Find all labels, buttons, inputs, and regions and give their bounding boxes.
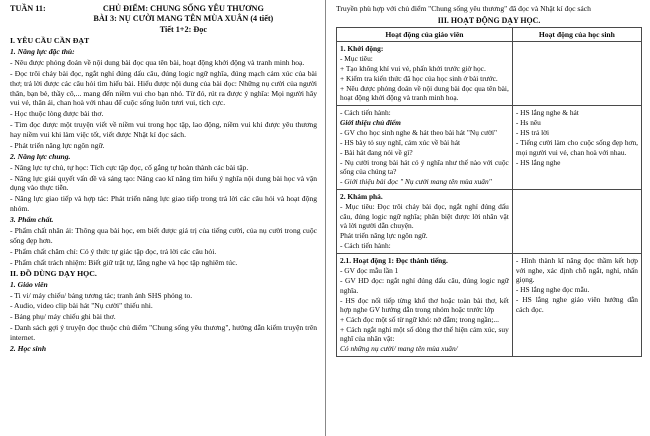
activity-line: + Nêu được phỏng đoán về nội dung bài đọc qua tên bài, hoạt động khởi động và tranh minh hoạ.	[340, 83, 509, 103]
list-item: - Phẩm chất nhân ái: Thông qua bài học, em biết được giá trị của tiếng cười, của nụ cười trong cuộc sống đẹp hơn.	[10, 225, 317, 245]
period-label: Tiết 1+2: Đọc	[159, 24, 207, 34]
activity-line: - GV HD đọc: ngắt nghỉ đúng dấu câu, đúng logic ngữ nghĩa.	[340, 276, 509, 295]
activity-line: - Tiếng cười làm cho cuộc sống đẹp hơn, mọi người vui vẻ, chan hoà với nhau.	[515, 138, 638, 157]
table-header-row	[337, 27, 642, 41]
activity-line: - HS đọc nối tiếp từng khổ thơ hoặc toàn bài thơ, kết hợp nghe GV hướng dẫn trong nhóm hoặc trước lớp	[340, 295, 509, 315]
list-item: - Nêu được phỏng đoán về nội dung bài đọc qua tên bài, hoạt động khởi động và tranh minh hoạ.	[10, 57, 305, 67]
table-row	[337, 41, 642, 105]
list-item: - Audio, video clip bài hát "Nụ cười" thiếu nhi.	[10, 301, 153, 311]
activity-line: - Mục tiêu:	[340, 53, 373, 63]
list-item: - Năng lực giao tiếp và hợp tác: Phát triển năng lực giao tiếp trong trả lời các câu hỏi và hoạt động nhóm.	[10, 194, 317, 214]
qualities-list	[10, 226, 317, 267]
student-cell	[512, 41, 641, 105]
list-item: - Năng lực giải quyết vấn đề và sáng tạo: Nâng cao kĩ năng tìm hiểu ý nghĩa nội dung bài học và vận dụng vào thực tiễn.	[10, 173, 317, 193]
activities-table	[336, 27, 642, 358]
student-cell	[512, 190, 641, 254]
activity-line: + Cách đọc một số từ ngữ khó: nở đẫm; trong ngần;...	[340, 315, 499, 325]
student-cell	[512, 254, 641, 357]
teacher-cell	[337, 41, 513, 105]
section-teaching-aids-title: II. ĐỒ DÙNG DẠY HỌC.	[10, 268, 97, 278]
week-label: TUẦN 11:	[10, 4, 46, 13]
activity-line: + Cách ngắt nghỉ một số dòng thơ thể hiện cảm xúc, suy nghĩ của nhân vật:	[340, 325, 509, 344]
list-item: - Tìm đọc được một truyện viết về niềm vui trong học tập, lao động, niềm vui khi được yêu thương hay niềm vui khi làm việc tốt, viết được Nhật kí đọc sách.	[10, 120, 317, 139]
list-item: - Năng lực tự chủ, tự học: Tích cực tập đọc, cố gắng tự hoàn thành các bài tập.	[10, 162, 249, 172]
list-item: - Bảng phụ/ máy chiếu ghi bài thơ.	[10, 312, 116, 322]
section-activities-title: III. HOẠT ĐỘNG DẠY HỌC.	[437, 15, 541, 25]
column-header-student: Hoạt động của học sinh	[512, 27, 641, 41]
activity-line: - HS lắng nghe & hát	[515, 108, 579, 118]
student-cell	[512, 106, 641, 190]
table-row	[337, 190, 642, 254]
activity-line: Có những nụ cười/ mang tên mùa xuân/	[340, 344, 458, 354]
subsection-qualities-title: 3. Phẩm chất.	[10, 215, 54, 225]
list-item: - Danh sách gợi ý truyện đọc thuộc chủ điểm "Chung sống yêu thương", hướng dẫn kiếm truyện trên internet.	[10, 323, 317, 343]
activity-line: Phát triển năng lực ngôn ngữ.	[340, 231, 428, 241]
list-item: - Phẩm chất chăm chỉ: Có ý thức tự giác tập đọc, trả lời các câu hỏi.	[10, 246, 217, 256]
lesson-title: BÀI 3: NỤ CƯỜI MANG TÊN MÙA XUÂN (4 tiết)	[93, 14, 274, 24]
activity-line: - Cách tiến hành:	[340, 108, 391, 118]
activity-line: - Giới thiệu bài đọc " Nụ cười mang tên mùa xuân"	[340, 177, 492, 187]
teacher-cell	[337, 106, 513, 190]
table-row	[337, 254, 642, 357]
continued-note: Truyền phù hợp với chủ điểm "Chung sống yêu thương" đã đọc và Nhật kí đọc sách	[336, 4, 591, 13]
activity-title: 1. Khởi động:	[340, 43, 384, 53]
activity-title: 2.1. Hoạt động 1: Đọc thành tiếng.	[340, 256, 448, 266]
list-item: - Ti vi/ máy chiếu/ bảng tương tác; tranh ảnh SHS phóng to.	[10, 290, 193, 300]
student-aids-title: 2. Học sinh	[10, 344, 47, 354]
section-requirements-title: I. YÊU CẦU CẦN ĐẠT	[10, 36, 90, 46]
activity-line: - HS lắng nghe	[515, 157, 561, 167]
subsection-general-competency-title: 2. Năng lực chung.	[10, 152, 71, 162]
activity-line: - Nụ cười trong bài hát có ý nghĩa như thế nào với cuộc sống của chúng ta?	[340, 158, 509, 177]
specific-competency-list	[10, 58, 317, 151]
table-row	[337, 106, 642, 190]
activity-line: - Hình thành kĩ năng đọc thầm kết hợp với nghe, xác định chỗ ngắt, nghỉ, nhấn giọng.	[515, 256, 638, 285]
teacher-cell	[337, 254, 513, 357]
list-item: - Phát triển năng lực ngôn ngữ.	[10, 140, 105, 150]
document-header	[10, 4, 317, 35]
general-competency-list	[10, 163, 317, 214]
activity-line: - HS lắng nghe đọc mẫu.	[515, 285, 590, 295]
teacher-aids-list	[10, 291, 317, 343]
activity-line: - GV cho học sinh nghe & hát theo bài hát "Nụ cười"	[340, 128, 498, 138]
activity-line: - HS bày tỏ suy nghĩ, cảm xúc về bài hát	[340, 138, 461, 148]
list-item: - Học thuộc lòng được bài thơ.	[10, 109, 104, 119]
list-item: - Đọc trôi chảy bài đọc, ngắt nghỉ đúng dấu câu, đúng logic ngữ nghĩa, đúng mạch cảm xúc của bài thơ; trả lời được các câu hỏi tìm hiểu bài. Hiểu được nội dung của bài đọc: Những nụ cười của người thân, bạn bè, thầy cô,... mang đến niềm vui cho bạn nhỏ. Từ đó, rút ra được ý nghĩa: Mọi người hãy vui vẻ, thân ái, chan hoà với nhau để cuộc sống luôn tươi vui, tích cực.	[10, 68, 317, 108]
teacher-aids-title: 1. Giáo viên	[10, 280, 48, 290]
activity-line: - HS lắng nghe giáo viên hướng dẫn cách đọc.	[515, 295, 638, 314]
activity-line: - Cách tiến hành:	[340, 241, 391, 251]
activity-line: - Hs nêu	[515, 118, 541, 128]
activity-line: - GV đọc mẫu lần 1	[340, 266, 399, 276]
activity-line: + Tạo không khí vui vẻ, phấn khởi trước giờ học.	[340, 63, 486, 73]
activity-line: - HS trả lời	[515, 128, 550, 138]
subsection-specific-competency-title: 1. Năng lực đặc thù:	[10, 47, 75, 57]
activity-line: - Bài hát đang nói về gì?	[340, 148, 413, 158]
activity-line: + Kiểm tra kiến thức đã học của học sinh ở bài trước.	[340, 73, 498, 83]
list-item: - Phẩm chất trách nhiệm: Biết giữ trật tự, lắng nghe và học tập nghiêm túc.	[10, 257, 238, 267]
right-column	[325, 0, 650, 436]
topic-title: CHỦ ĐIỂM: CHUNG SỐNG YÊU THƯƠNG	[102, 4, 264, 13]
activity-line: Giới thiệu chủ điểm	[340, 118, 401, 128]
column-header-teacher: Hoạt động của giáo viên	[337, 27, 513, 41]
activity-title: 2. Khám phá.	[340, 192, 383, 202]
activity-line: - Mục tiêu: Đọc trôi chảy bài đọc, ngắt nghỉ đúng dấu câu, đúng logic ngữ nghĩa; phân biệt được lời nhân vật và lời người dẫn chuyện.	[340, 202, 509, 231]
teacher-cell	[337, 190, 513, 254]
